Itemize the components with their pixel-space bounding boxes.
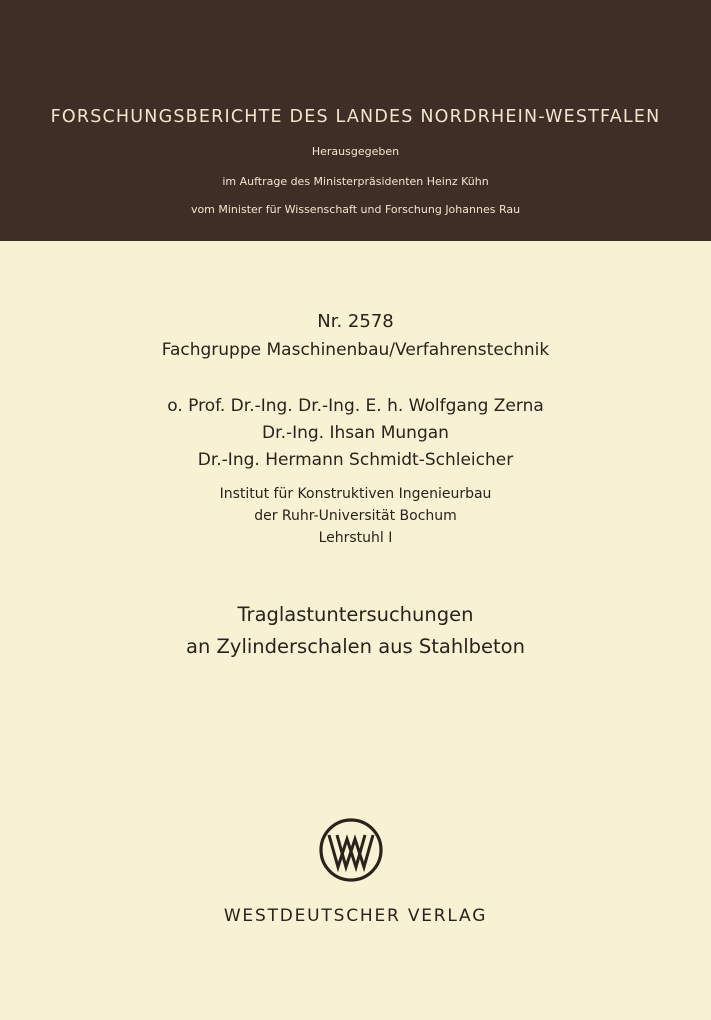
fachgruppe: Fachgruppe Maschinenbau/Verfahrenstechnik xyxy=(161,340,550,360)
book-title-line-2: an Zylinderschalen aus Stahlbeton xyxy=(186,635,525,658)
editor-line-ministerpraesident: im Auftrage des Ministerpräsidenten Heinz Kühn xyxy=(222,175,489,188)
series-title: FORSCHUNGSBERICHTE DES LANDES NORDRHEIN-WESTFALEN xyxy=(50,107,661,127)
editor-line-minister: vom Minister für Wissenschaft und Forschung Johannes Rau xyxy=(190,203,521,216)
report-number: Nr. 2578 xyxy=(317,311,394,332)
institute-name: Institut für Konstruktiven Ingenieurbau xyxy=(219,486,492,502)
publisher-name: WESTDEUTSCHER VERLAG xyxy=(223,906,488,926)
author-schmidt-schleicher: Dr.-Ing. Hermann Schmidt-Schleicher xyxy=(197,450,514,470)
author-mungan: Dr.-Ing. Ihsan Mungan xyxy=(262,423,449,443)
book-title-line-1: Traglastuntersuchungen xyxy=(237,603,474,626)
editor-line-herausgegeben: Herausgegeben xyxy=(311,145,400,158)
author-zerna: o. Prof. Dr.-Ing. Dr.-Ing. E. h. Wolfgang Zerna xyxy=(167,396,544,416)
institute-university: der Ruhr-Universität Bochum xyxy=(254,508,457,524)
institute-chair: Lehrstuhl I xyxy=(318,530,393,546)
publisher-logo-icon xyxy=(318,817,384,883)
series-header-band xyxy=(0,0,711,241)
